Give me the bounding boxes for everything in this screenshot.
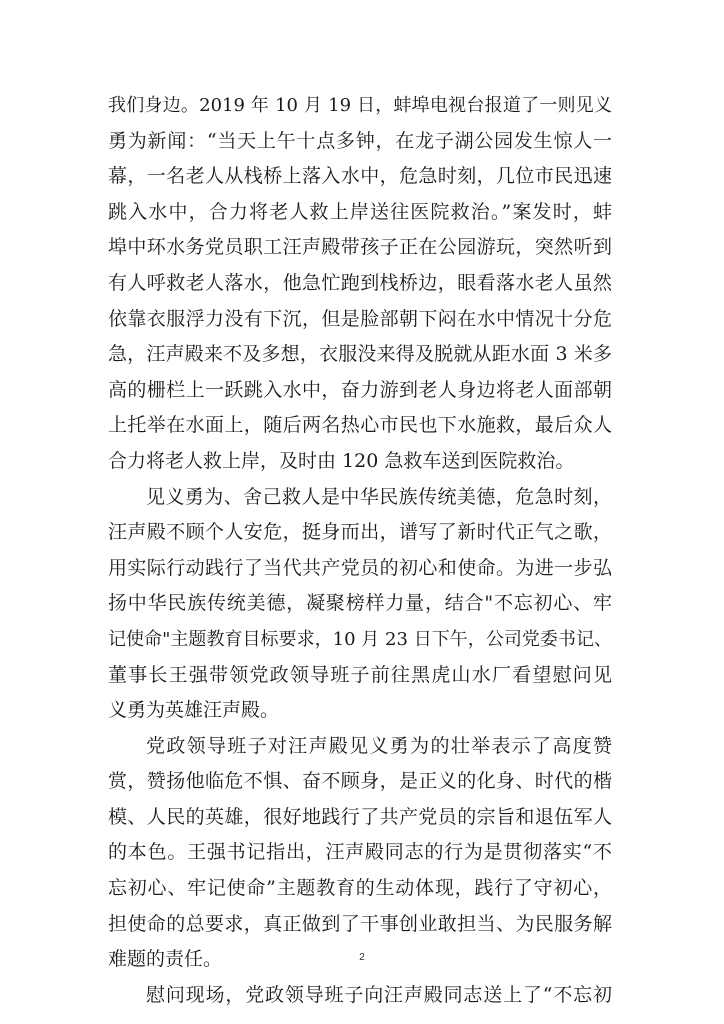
text-line: 担使命的总要求，真正做到了干事创业敢担当、为民服务解 xyxy=(108,912,612,935)
text-line: 义勇为英雄汪声殿。 xyxy=(108,699,280,722)
text-line: 用实际行动践行了当代共产党员的初心和使命。为进一步弘 xyxy=(108,556,612,579)
text-line: 合力将老人救上岸，及时由 120 急救车送到医院救治。 xyxy=(108,449,575,472)
text-line: 勇为新闻：“当天上午十点多钟，在龙子湖公园发生惊人一 xyxy=(108,129,612,152)
text-line: 高的栅栏上一跃跳入水中，奋力游到老人身边将老人面部朝 xyxy=(108,378,612,401)
text-line: 埠中环水务党员职工汪声殿带孩子正在公园游玩，突然听到 xyxy=(108,236,612,259)
text-line: 模、人民的英雄，很好地践行了共产党员的宗旨和退伍军人 xyxy=(108,805,612,828)
body-text xyxy=(108,88,612,1013)
text-line: 汪声殿不顾个人安危，挺身而出，谱写了新时代正气之歌， xyxy=(108,521,612,544)
text-line: 记使命"主题教育目标要求，10 月 23 日下午，公司党委书记、 xyxy=(108,628,612,650)
text-line: 的本色。王强书记指出，汪声殿同志的行为是贯彻落实“不 xyxy=(108,841,612,864)
text-line: 扬中华民族传统美德，凝聚榜样力量，结合"不忘初心、牢 xyxy=(108,592,612,615)
text-line: 董事长王强带领党政领导班子前往黑虎山水厂看望慰问见 xyxy=(108,663,612,686)
text-line: 跳入水中，合力将老人救上岸送往医院救治。”案发时，蚌 xyxy=(108,200,612,223)
page-number: 2 xyxy=(359,952,365,963)
text-line: 上托举在水面上，随后两名热心市民也下水施救，最后众人 xyxy=(108,414,612,437)
paragraph-first-line: 慰问现场，党政领导班子向汪声殿同志送上了“不忘初 xyxy=(146,983,612,1006)
text-line: 依靠衣服浮力没有下沉，但是脸部朝下闷在水中情况十分危 xyxy=(108,307,612,330)
text-line: 急，汪声殿来不及多想，衣服没来得及脱就从距水面 3 米多 xyxy=(108,343,612,366)
text-line: 幕，一名老人从栈桥上落入水中，危急时刻，几位市民迅速 xyxy=(108,165,612,188)
text-line: 有人呼救老人落水，他急忙跑到栈桥边，眼看落水老人虽然 xyxy=(108,271,612,294)
text-line: 我们身边。2019 年 10 月 19 日，蚌埠电视台报道了一则见义 xyxy=(108,95,612,116)
text-line: 忘初心、牢记使命”主题教育的生动体现，践行了守初心， xyxy=(108,877,612,900)
text-line: 难题的责任。 xyxy=(108,948,223,971)
paragraph-first-line: 见义勇为、舍己救人是中华民族传统美德，危急时刻， xyxy=(146,485,612,508)
paragraph-first-line: 党政领导班子对汪声殿见义勇为的壮举表示了高度赞 xyxy=(146,734,612,757)
text-line: 赏，赞扬他临危不惧、奋不顾身，是正义的化身、时代的楷 xyxy=(108,770,612,793)
